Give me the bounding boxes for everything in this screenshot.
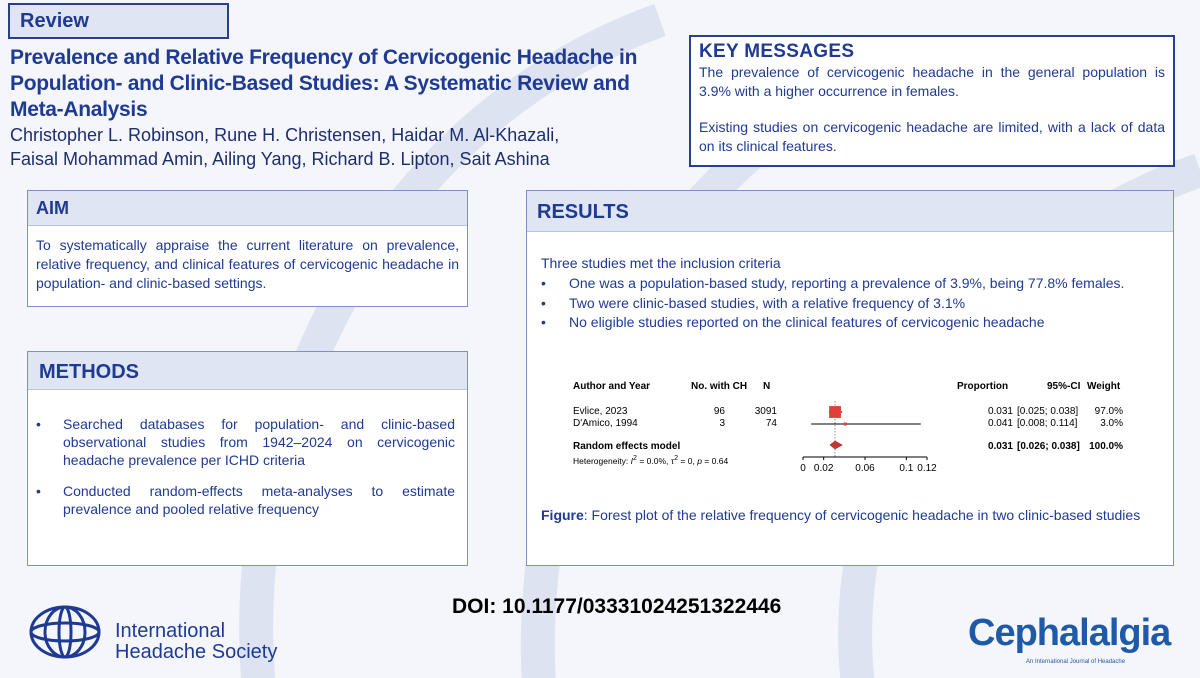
- author-list: [10, 123, 610, 171]
- forest-study-n: 3091: [754, 406, 777, 417]
- het-tau-value: = 0,: [678, 455, 698, 466]
- forest-study-name: D'Amico, 1994: [573, 418, 638, 429]
- forest-pooled-proportion: 0.031: [987, 441, 1013, 452]
- results-panel: [526, 190, 1174, 566]
- results-bullet: • Two were clinic-based studies, with a relative frequency of 3.1%: [541, 294, 1124, 314]
- forest-study-weight: 3.0%: [1100, 418, 1123, 429]
- forest-study-proportion: 0.041: [987, 418, 1013, 429]
- ihs-name-line-2: Headache Society: [115, 641, 278, 663]
- results-heading: RESULTS: [527, 191, 1173, 232]
- aim-heading: AIM: [28, 191, 467, 226]
- forest-pooled-ci: [0.026; 0.038]: [1017, 441, 1080, 452]
- heterogeneity-text: Heterogeneity: $I^2 = 0.0\%$, $\tau^2 = 0$, p = 0.64: [573, 454, 729, 466]
- het-i: I: [630, 455, 634, 466]
- key-message-1: The prevalence of cervicogenic headache in the general population is 3.9% with a higher occurrence in females.: [699, 64, 1165, 99]
- study-point-marker: [844, 423, 847, 426]
- methods-item: • Conducted random-effects meta-analyses to estimate prevalence and pooled relative frequency: [36, 482, 455, 518]
- aim-panel: [27, 190, 468, 307]
- methods-panel: [27, 351, 468, 566]
- forest-study-events: 96: [713, 406, 725, 417]
- het-prefix: Heterogeneity:: [573, 455, 631, 466]
- doi: DOI: 10.1177/03331024251322446: [452, 595, 782, 618]
- forest-header-author: Author and Year: [573, 381, 651, 392]
- pooled-diamond: [830, 441, 842, 449]
- forest-header-n: N: [763, 381, 771, 392]
- paper-title: Prevalence and Relative Frequency of Cervicogenic Headache in Population- and Clinic-Based Studies: A Systematic Review and Meta-Analysis: [10, 46, 638, 121]
- results-intro: Three studies met the inclusion criteria: [541, 255, 781, 271]
- methods-item: • Searched databases for population- and clinic-based observational studies from 1942–2024 on cervicogenic headache prevalence per ICHD criteria: [36, 415, 455, 469]
- forest-plot: [563, 377, 1163, 485]
- key-messages-box: [689, 35, 1175, 167]
- review-label: Review: [8, 3, 229, 39]
- caption-text: : Forest plot of the relative frequency of cervicogenic headache in two clinic-based studies: [583, 507, 1141, 523]
- forest-pooled-weight: 100.0%: [1089, 441, 1123, 452]
- het-i2-value: = 0.0%,: [636, 455, 671, 466]
- forest-header-proportion: Proportion: [957, 381, 1009, 392]
- het-p: p: [697, 455, 702, 466]
- forest-study-n: 74: [765, 418, 777, 429]
- forest-study-ci: [0.025; 0.038]: [1017, 406, 1079, 417]
- results-bullet: • One was a population-based study, reporting a prevalence of 3.9%, being 77.8% females.: [541, 274, 1124, 294]
- forest-header-events: No. with CH: [691, 381, 748, 392]
- key-messages-title: KEY MESSAGES: [699, 41, 855, 62]
- forest-pooled-label: Random effects model: [573, 441, 681, 452]
- aim-text: To systematically appraise the current literature on prevalence, relative frequency, and clinical features of cervicogenic headache in population- and clinic-based settings.: [36, 237, 459, 291]
- methods-list: [28, 390, 467, 518]
- het-tau: τ: [670, 455, 675, 466]
- x-axis-tick-label: 0: [800, 463, 806, 474]
- forest-plot-graphic: [563, 377, 1163, 485]
- caption-label: Figure: [541, 507, 584, 523]
- x-axis-tick-label: 0.12: [917, 463, 937, 474]
- cephalalgia-tagline: An International Journal of Headache: [1026, 659, 1126, 665]
- forest-study-weight: 97.0%: [1094, 406, 1123, 417]
- forest-study-ci: [0.008; 0.114]: [1017, 418, 1078, 429]
- x-axis-tick-label: 0.02: [813, 463, 834, 474]
- methods-heading: METHODS: [28, 352, 467, 390]
- x-axis-tick-label: 0.1: [899, 463, 914, 474]
- cephalalgia-logo: Cephalalgia: [968, 612, 1171, 654]
- authors-line-2: Faisal Mohammad Amin, Ailing Yang, Richard B. Lipton, Sait Ashina: [10, 149, 550, 169]
- ihs-name: [115, 621, 277, 663]
- forest-study-proportion: 0.031: [987, 406, 1013, 417]
- forest-header-weight: Weight: [1087, 381, 1121, 392]
- key-message-2: Existing studies on cervicogenic headache are limited, with a lack of data on its clinical features.: [699, 119, 1165, 154]
- ihs-name-line-1: International: [115, 620, 226, 642]
- forest-header-ci: 95%-CI: [1047, 381, 1081, 392]
- forest-study-name: Evlice, 2023: [573, 406, 628, 417]
- results-bullet: • No eligible studies reported on the clinical features of cervicogenic headache: [541, 313, 1124, 333]
- figure-caption: [541, 507, 1140, 523]
- study-point-marker: [829, 406, 841, 418]
- ihs-globe-logo: [28, 604, 102, 660]
- forest-study-events: 3: [719, 418, 725, 429]
- authors-line-1: Christopher L. Robinson, Rune H. Christensen, Haidar M. Al-Khazali,: [10, 125, 560, 145]
- x-axis-tick-label: 0.06: [855, 463, 875, 474]
- results-list: [541, 274, 1124, 333]
- het-p-value: = 0.64: [701, 455, 729, 466]
